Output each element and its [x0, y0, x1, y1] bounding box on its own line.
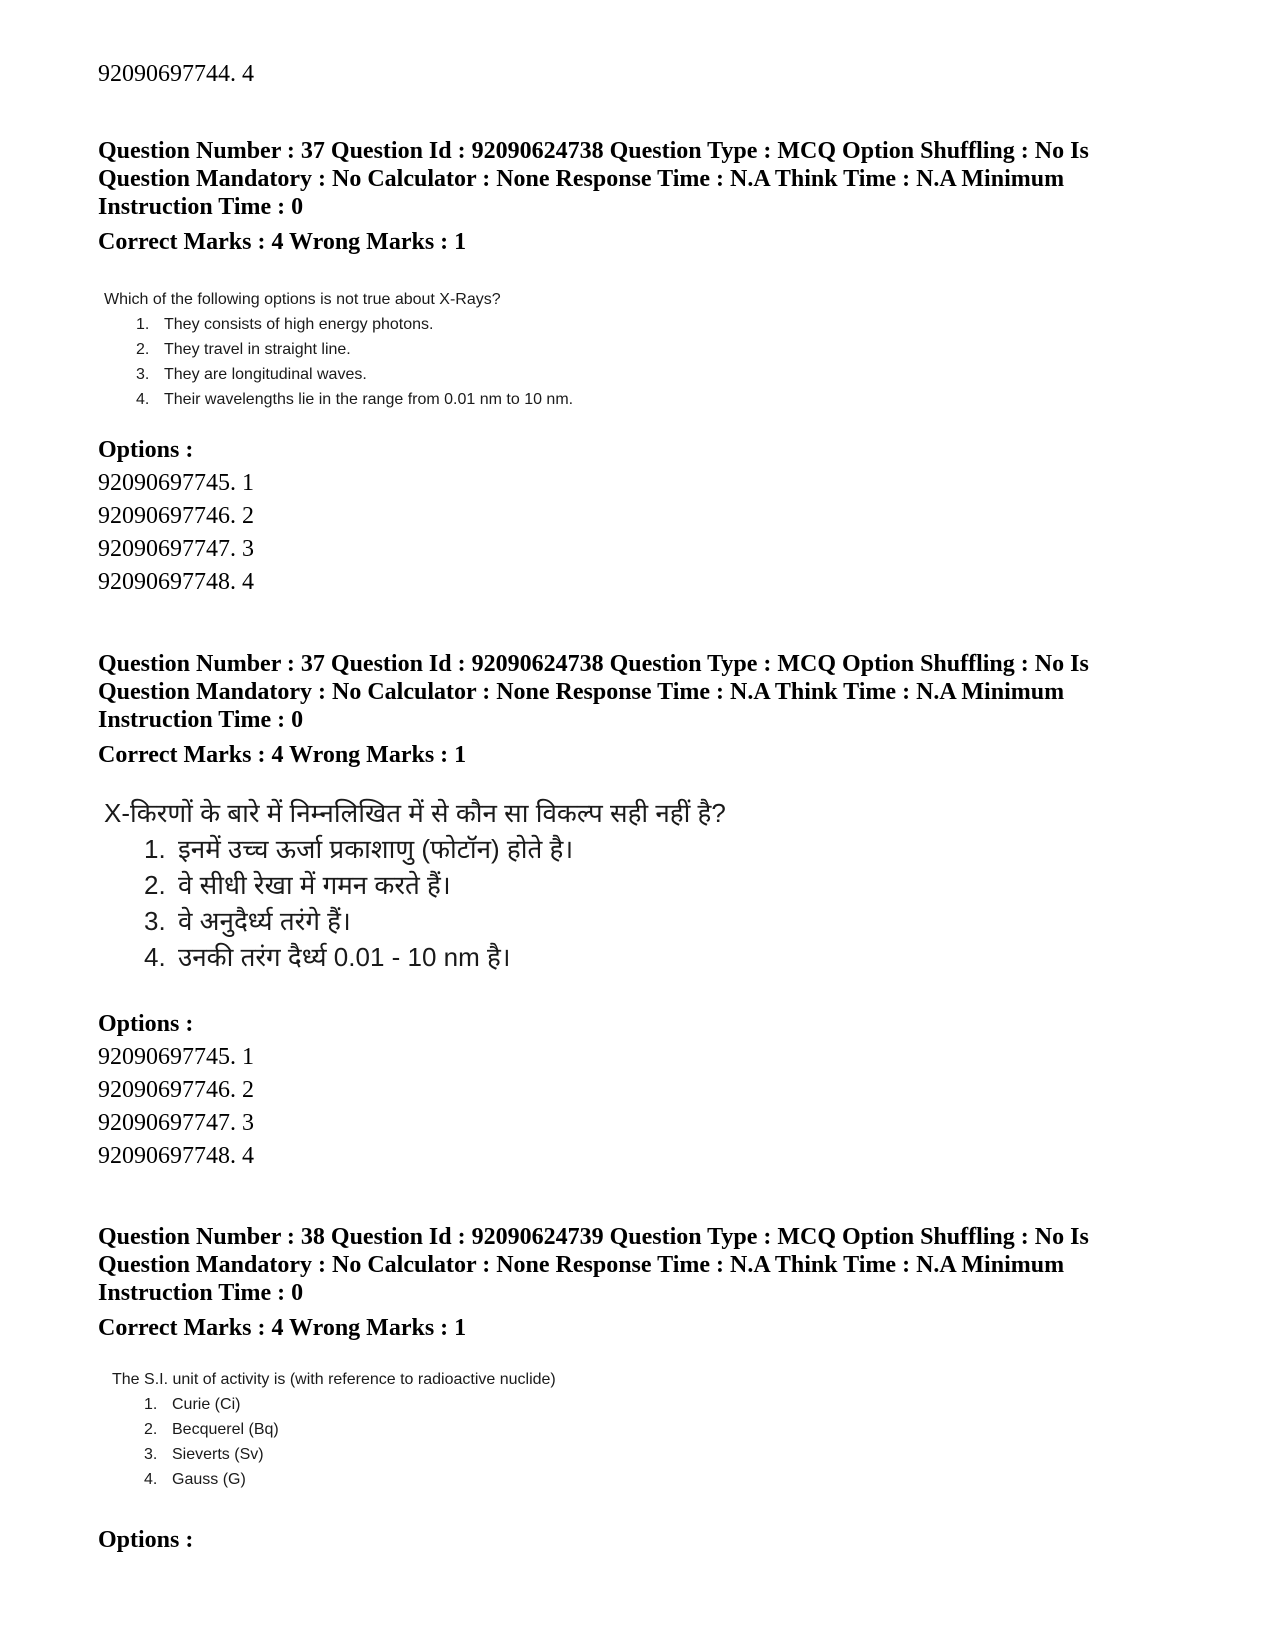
question-choice	[144, 1467, 556, 1492]
question-marks: Correct Marks : 4 Wrong Marks : 1	[98, 742, 467, 768]
option-line: 92090697744. 4	[98, 61, 254, 87]
choice-number: 2.	[144, 1421, 158, 1438]
choice-text: वे सीधी रेखा में गमन करते हैं।	[178, 870, 451, 900]
question-choice	[136, 337, 573, 362]
choice-text: Their wavelengths lie in the range from 0.01 nm to 10 nm.	[164, 391, 574, 408]
choice-text: Gauss (G)	[172, 1471, 246, 1488]
question-meta: Question Number : 37 Question Id : 92090624738 Question Type : MCQ Option Shuffling : No Is Question Mandatory : No Calculator : None Response Time : N.A Think Time : N.A Minimum Instruction Time : 0	[98, 138, 1089, 220]
option-line: 92090697746. 2	[98, 1077, 254, 1103]
option-line: 92090697748. 4	[98, 569, 254, 595]
choice-number: 1.	[144, 1396, 158, 1413]
option-line: 92090697746. 2	[98, 503, 254, 529]
question-choice	[144, 903, 726, 939]
option-line: 92090697745. 1	[98, 1044, 254, 1070]
choice-text: They are longitudinal waves.	[164, 366, 367, 383]
question-choice	[144, 831, 726, 867]
choice-number: 2.	[136, 341, 150, 358]
choice-number: 4.	[144, 1471, 158, 1488]
choice-text: They travel in straight line.	[164, 341, 351, 358]
question-stem: X-किरणों के बारे में निम्नलिखित में से कौन सा विकल्प सही नहीं है?	[104, 798, 726, 828]
options-label: Options :	[98, 1011, 194, 1037]
question-choice	[136, 387, 573, 412]
choice-number: 1.	[144, 834, 166, 864]
question-choice	[144, 867, 726, 903]
question-body	[104, 287, 573, 412]
question-choice	[136, 312, 573, 337]
question-stem: The S.I. unit of activity is (with reference to radioactive nuclide)	[112, 1371, 556, 1388]
choice-number: 4.	[144, 942, 166, 972]
choice-text: इनमें उच्च ऊर्जा प्रकाशाणु (फोटॉन) होते है।	[178, 834, 574, 864]
question-body	[104, 795, 726, 975]
question-choice	[136, 362, 573, 387]
choice-text: Sieverts (Sv)	[172, 1446, 264, 1463]
question-choices	[112, 1392, 556, 1492]
question-marks: Correct Marks : 4 Wrong Marks : 1	[98, 1315, 467, 1341]
choice-text: वे अनुदैर्ध्य तरंगे हैं।	[178, 906, 351, 936]
question-meta: Question Number : 38 Question Id : 92090624739 Question Type : MCQ Option Shuffling : No Is Question Mandatory : No Calculator : None Response Time : N.A Think Time : N.A Minimum Instruction Time : 0	[98, 1224, 1089, 1306]
question-choice	[144, 1442, 556, 1467]
choice-text: उनकी तरंग दैर्ध्य 0.01 - 10 nm है।	[178, 942, 511, 972]
option-line: 92090697747. 3	[98, 1110, 254, 1136]
choice-number: 3.	[136, 366, 150, 383]
choice-number: 3.	[144, 906, 166, 936]
question-marks: Correct Marks : 4 Wrong Marks : 1	[98, 229, 467, 255]
option-line: 92090697748. 4	[98, 1143, 254, 1169]
choice-text: Becquerel (Bq)	[172, 1421, 279, 1438]
options-label: Options :	[98, 1527, 194, 1553]
choice-number: 1.	[136, 316, 150, 333]
question-choice	[144, 1417, 556, 1442]
choice-text: Curie (Ci)	[172, 1396, 241, 1413]
choice-text: They consists of high energy photons.	[164, 316, 434, 333]
options-label: Options :	[98, 437, 194, 463]
question-meta: Question Number : 37 Question Id : 92090624738 Question Type : MCQ Option Shuffling : No Is Question Mandatory : No Calculator : None Response Time : N.A Think Time : N.A Minimum Instruction Time : 0	[98, 651, 1089, 733]
question-choice	[144, 939, 726, 975]
choice-number: 4.	[136, 391, 150, 408]
option-line: 92090697745. 1	[98, 470, 254, 496]
choice-number: 3.	[144, 1446, 158, 1463]
option-line: 92090697747. 3	[98, 536, 254, 562]
question-choices	[104, 831, 726, 975]
question-choice	[144, 1392, 556, 1417]
question-stem: Which of the following options is not true about X-Rays?	[104, 291, 501, 308]
choice-number: 2.	[144, 870, 166, 900]
question-body	[112, 1367, 556, 1492]
question-choices	[104, 312, 573, 412]
